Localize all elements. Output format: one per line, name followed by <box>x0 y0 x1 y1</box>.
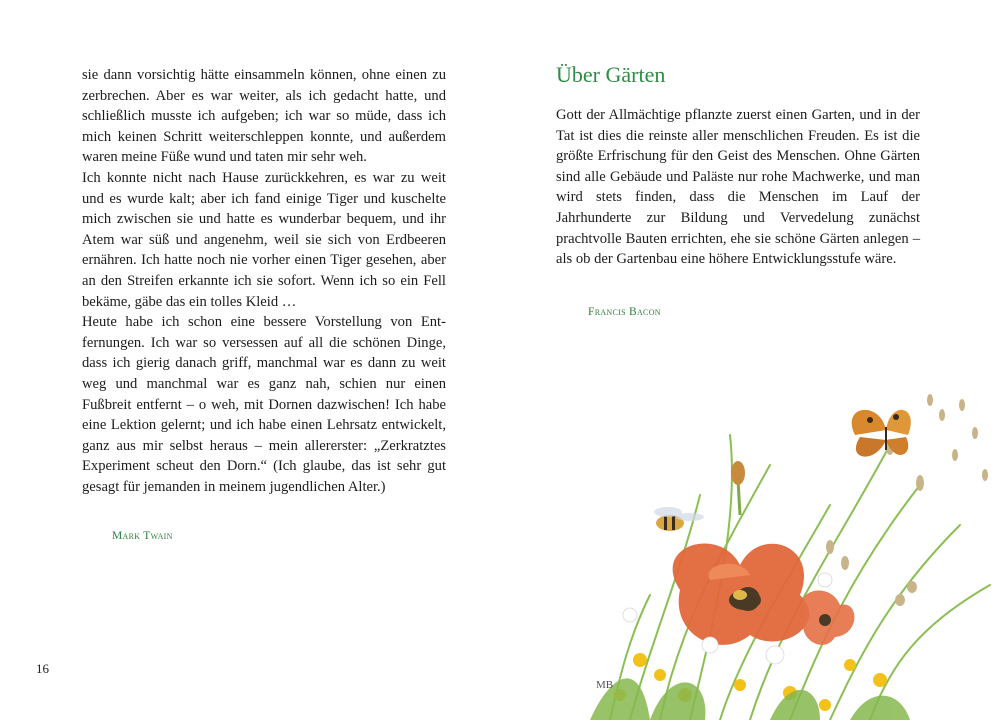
poppy-flower-small <box>802 591 855 645</box>
page-number: 16 <box>36 661 49 676</box>
meadow-flowers-illustration <box>590 375 1000 720</box>
left-paragraph-3: Heute habe ich schon eine bessere Vorstellung von Entfernungen. Ich war so versessen auf all die schönen Dinge, dass ich gierig danach griff, manchmal war es dann zu weit weg und manchmal war es ganz nah, schien nur einen Fußbreit entfernt – o weh, mit Dornen dazwischen! Ich habe eine Lektion gelernt; und ich habe einen Lehrsatz entwickelt, ganz aus mir selbst heraus – mein allererster: „Zerkratztes Experiment scheut den Dorn.“ (Ich glaube, das ist sehr gut gesagt für jemanden in meinem jugendlichen Alter.) <box>82 314 446 495</box>
left-body-text <box>82 65 446 497</box>
bumblebee-on-poppy <box>729 590 761 610</box>
poppy-bud <box>731 461 745 515</box>
left-paragraph-1: sie dann vorsichtig hätte einsammeln können, ohne einen zu zerbrechen. Aber es war weiter, als ich gedacht hatte, und schließlich musste ich aufgeben; ich war so müde, dass ich mich keinen Schritt weiterschleppen konnte, und außerdem waren meine Füße wund und taten mir sehr weh. <box>82 67 446 166</box>
right-body-text <box>556 105 920 270</box>
author-mark-twain: Mark Twain <box>112 530 173 542</box>
buttercups <box>614 653 887 711</box>
butterfly <box>852 410 911 457</box>
artist-signature: MB <box>596 679 614 691</box>
chapter-title: Über Gärten <box>556 62 666 87</box>
author-francis-bacon: Francis Bacon <box>588 306 661 318</box>
leaves <box>590 678 910 720</box>
left-paragraph-2: Ich konnte nicht nach Hause zurückkehren, es war zu weit und es wurde kalt; aber ich fand einige Tiger und kuschelte mich zwischen sie und hatte es wunderbar bequem, und ihr Atem war süß und angenehm, weil sie sich von Erdbeeren ernähren. Ich hatte noch nie vorher einen Tiger gesehen, aber an den Streifen erkannte ich sie sofort. Wenn ich so ein Fell bekäme, gäbe das ein tolles Kleid … <box>82 169 446 310</box>
right-paragraph-1: Gott der Allmächtige pflanzte zuerst einen Garten, und in der Tat ist dies die reinste aller menschlichen Freuden. Es ist die größte Erfrischung für den Geist des Menschen. Ohne Gärten sind alle Gebäude und Paläste nur rohe Machwerke, und man wird stets finden, dass die Menschen im Lauf der Jahrhunderte zur Bildung und Vervedelung zunächst prachtvolle Bauten errichten, ehe sie schöne Gärten anlegen – als ob der Gartenbau eine höhere Entwicklungsstufe wäre. <box>556 107 920 268</box>
